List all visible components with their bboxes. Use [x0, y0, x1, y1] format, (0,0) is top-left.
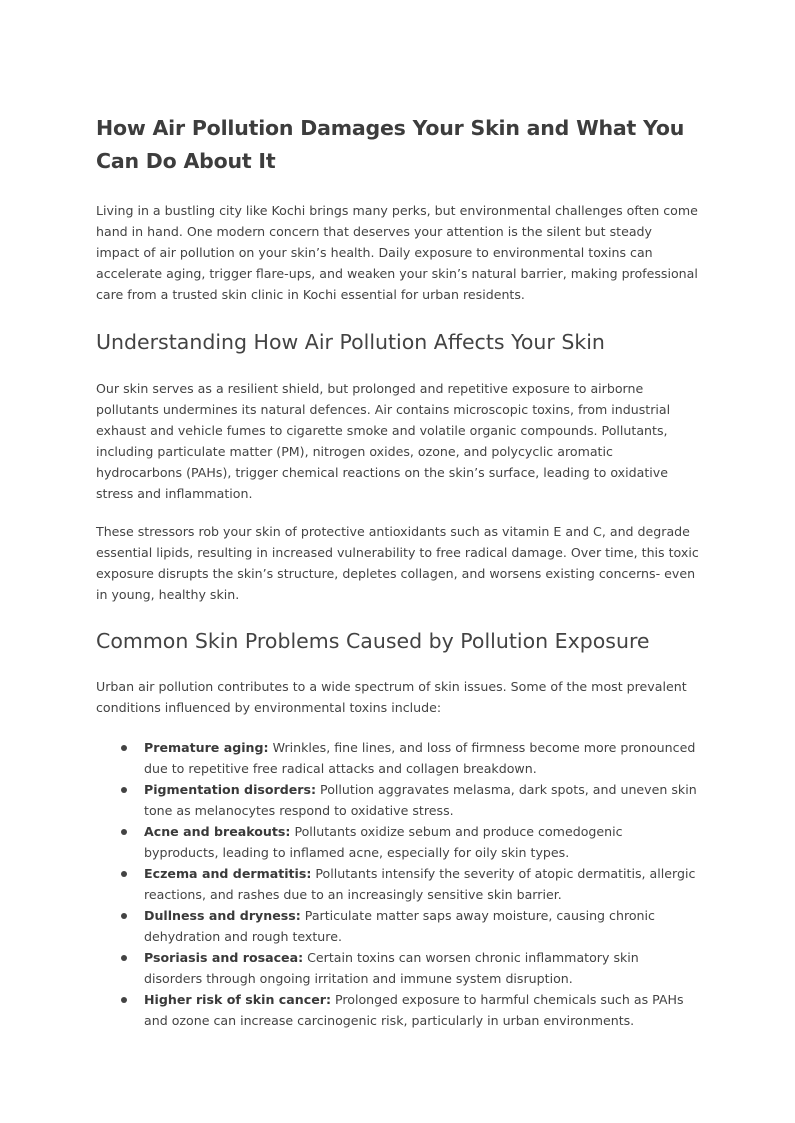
- bullet-icon: [121, 955, 127, 961]
- item-text: Wrinkles, fine lines, and loss of firmness become more pronounced due to repetitive free radical attacks and collagen breakdown.: [144, 740, 696, 776]
- item-term: Pigmentation disorders:: [144, 782, 317, 797]
- list-item: [144, 821, 699, 863]
- item-term: Psoriasis and rosacea:: [144, 950, 304, 965]
- item-term: Premature aging:: [144, 740, 269, 755]
- list-item: [144, 989, 699, 1031]
- item-text: Pollution aggravates melasma, dark spots, and uneven skin tone as melanocytes respond to oxidative stress.: [144, 782, 697, 818]
- intro-paragraph: Living in a bustling city like Kochi brings many perks, but environmental challenges often come hand in hand. One modern concern that deserves your attention is the silent but steady impact of air pollution on your skin’s health. Daily exposure to environmental toxins can accelerate aging, trigger flare-ups, and weaken your skin’s natural barrier, making professional care from a trusted skin clinic in Kochi essential for urban residents.: [96, 203, 698, 302]
- item-term: Acne and breakouts:: [144, 824, 291, 839]
- section-heading-understanding: Understanding How Air Pollution Affects Your Skin: [96, 330, 605, 354]
- item-text: Pollutants intensify the severity of atopic dermatitis, allergic reactions, and rashes due to an increasingly sensitive skin barrier.: [144, 866, 696, 902]
- section-heading-common-problems: Common Skin Problems Caused by Pollution Exposure: [96, 629, 650, 653]
- bullet-icon: [121, 871, 127, 877]
- paragraph-urban-pollution: Urban air pollution contributes to a wide spectrum of skin issues. Some of the most prevalent conditions influenced by environmental toxins include:: [96, 679, 687, 715]
- item-term: Higher risk of skin cancer:: [144, 992, 331, 1007]
- item-text: Certain toxins can worsen chronic inflammatory skin disorders through ongoing irritation and immune system disruption.: [144, 950, 639, 986]
- bullet-icon: [121, 913, 127, 919]
- list-item: [144, 947, 699, 989]
- list-item: [144, 737, 699, 779]
- item-text: Particulate matter saps away moisture, causing chronic dehydration and rough texture.: [144, 908, 655, 944]
- item-term: Eczema and dermatitis:: [144, 866, 312, 881]
- item-text: Prolonged exposure to harmful chemicals such as PAHs and ozone can increase carcinogenic risk, particularly in urban environments.: [144, 992, 684, 1028]
- skin-problems-list: [96, 737, 699, 1031]
- bullet-icon: [121, 787, 127, 793]
- bullet-icon: [121, 745, 127, 751]
- bullet-icon: [121, 997, 127, 1003]
- paragraph-stressors: These stressors rob your skin of protective antioxidants such as vitamin E and C, and degrade essential lipids, resulting in increased vulnerability to free radical damage. Over time, this toxic exposure disrupts the skin’s structure, depletes collagen, and worsens existing concerns- even in young, healthy skin.: [96, 524, 699, 602]
- list-item: [144, 905, 699, 947]
- list-item: [144, 779, 699, 821]
- document-title: How Air Pollution Damages Your Skin and What You Can Do About It: [96, 116, 685, 173]
- item-term: Dullness and dryness:: [144, 908, 301, 923]
- paragraph-skin-shield: Our skin serves as a resilient shield, but prolonged and repetitive exposure to airborne pollutants undermines its natural defences. Air contains microscopic toxins, from industrial exhaust and vehicle fumes to cigarette smoke and volatile organic compounds. Pollutants, including particulate matter (PM), nitrogen oxides, ozone, and polycyclic aromatic hydrocarbons (PAHs), trigger chemical reactions on the skin’s surface, leading to oxidative stress and inflammation.: [96, 381, 671, 501]
- list-item: [144, 863, 699, 905]
- bullet-icon: [121, 829, 127, 835]
- item-text: Pollutants oxidize sebum and produce comedogenic byproducts, leading to inflamed acne, especially for oily skin types.: [144, 824, 623, 860]
